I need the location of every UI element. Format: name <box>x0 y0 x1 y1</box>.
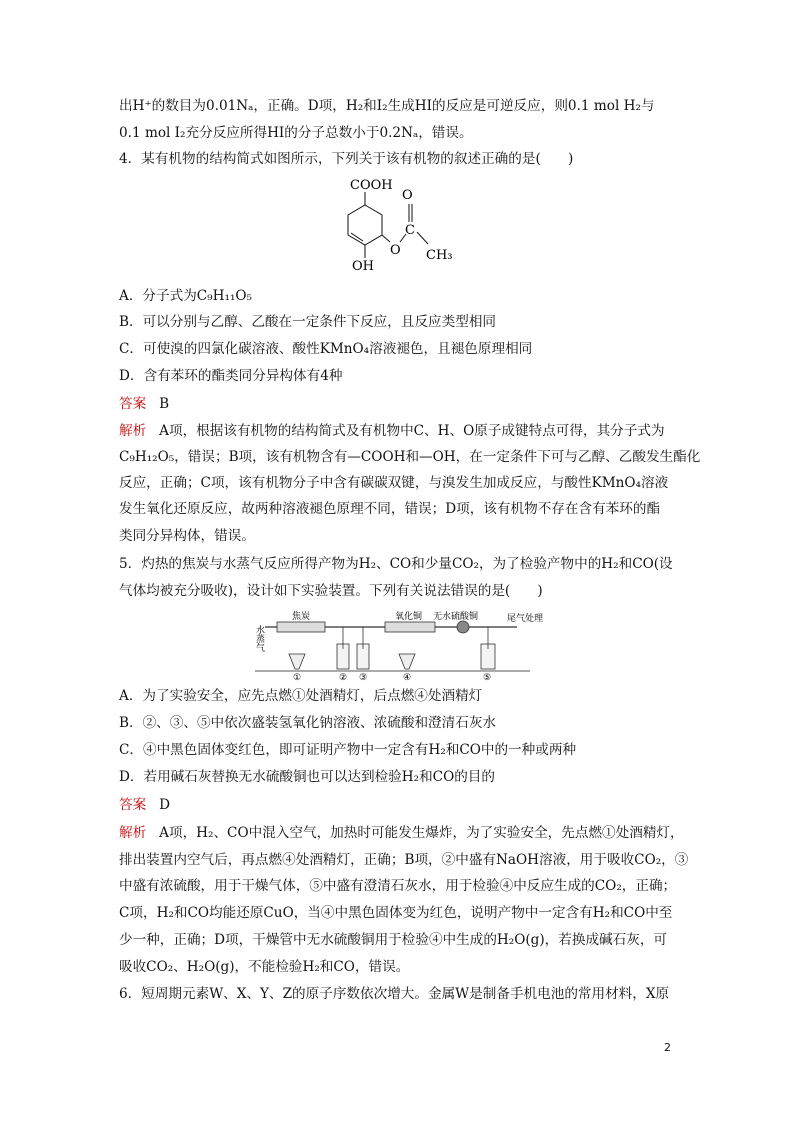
explanation-line: 吸收CO₂、H₂O(g)，不能检验H₂和CO，错误。 <box>119 959 410 975</box>
structure-formula <box>320 172 470 282</box>
question-stem: 4．某有机物的结构简式如图所示，下列关于该有机物的叙述正确的是( ) <box>119 151 574 167</box>
label-steam: 水蒸气 <box>254 625 264 652</box>
label-n1: ① <box>293 673 302 683</box>
explanation-text: A项，根据该有机物的结构简式及有机物中C、H、O原子成键特点可得，其分子式为 <box>159 423 665 439</box>
answer-value: D <box>159 797 171 813</box>
option-b: B．②、③、⑤中依次盛装氢氧化钠溶液、浓硫酸和澄清石灰水 <box>119 715 497 731</box>
explanation-line <box>119 824 684 842</box>
mol-label-oh: OH <box>352 259 374 274</box>
explanation-line: C₉H₁₂O₅，错误；B项，该有机物含有—COOH和—OH，在一定条件下可与乙醇、乙酸发生酯化 <box>119 449 701 465</box>
explanation-label: 解析 <box>119 825 147 841</box>
option-c: C．④中黑色固体变红色，即可证明产物中一定含有H₂和CO中的一种或两种 <box>119 742 577 758</box>
option-b: B．可以分别与乙醇、乙酸在一定条件下反应，且反应类型相同 <box>119 314 497 330</box>
answer-line <box>119 395 169 413</box>
explanation-line: 发生氧化还原反应，故两种溶液褪色原理不同，错误；D项，该有机物不存在含有苯环的酯 <box>119 501 661 517</box>
text-line: 0.1 mol I₂充分反应所得HI的分子总数小于0.2Nₐ，错误。 <box>119 125 473 141</box>
label-tail: 尾气处理 <box>507 614 544 624</box>
option-a: A．分子式为C₉H₁₁O₅ <box>119 288 252 304</box>
label-n3: ③ <box>359 673 368 683</box>
answer-line <box>119 796 170 814</box>
question-stem: 气体均被充分吸收)，设计如下实验装置。下列有关说法错误的是( ) <box>119 583 543 599</box>
mol-label-cooh: COOH <box>350 178 393 193</box>
mol-label-o-ester: O <box>390 243 401 258</box>
explanation-line: 反应，正确；C项，该有机物分子中含有碳碳双键，与溴发生加成反应，与酸性KMnO₄溶液 <box>119 475 669 491</box>
text-line: 出H⁺的数目为0.01Nₐ，正确。D项，H₂和I₂生成HI的反应是可逆反应，则0.1 mol H₂与 <box>119 98 655 114</box>
mol-label-ch3: CH₃ <box>426 248 453 263</box>
answer-label: 答案 <box>119 396 147 412</box>
mol-label-o: O <box>402 188 413 203</box>
option-c: C．可使溴的四氯化碳溶液、酸性KMnO₄溶液褪色，且褪色原理相同 <box>119 341 533 357</box>
explanation-line: 中盛有浓硫酸，用于干燥气体，⑤中盛有澄清石灰水，用于检验④中反应生成的CO₂，正确； <box>119 878 677 894</box>
apparatus-diagram <box>254 609 544 683</box>
label-n2: ② <box>339 673 348 683</box>
explanation-line: 类同分异构体，错误。 <box>119 528 255 544</box>
label-n5: ⑤ <box>483 673 492 683</box>
option-d: D．含有苯环的酯类同分异构体有4种 <box>119 368 343 384</box>
question-stem: 6．短周期元素W、X、Y、Z的原子序数依次增大。金属W是制备手机电池的常用材料，X原 <box>119 986 670 1002</box>
label-n4: ④ <box>403 673 412 683</box>
label-cuso4: 无水硫酸铜 <box>433 612 479 622</box>
answer-value: B <box>159 396 170 412</box>
explanation-text: A项，H₂、CO中混入空气，加热时可能发生爆炸，为了实验安全，先点燃①处酒精灯， <box>159 825 684 841</box>
answer-label: 答案 <box>119 797 147 813</box>
explanation-line: C项，H₂和CO均能还原CuO，当④中黑色固体变为红色，说明产物中一定含有H₂和CO中至 <box>119 905 673 921</box>
page-number: 2 <box>664 1041 671 1054</box>
mol-label-c: C <box>405 223 415 238</box>
explanation-line: 少一种，正确；D项，干燥管中无水硫酸铜用于检验④中生成的H₂O(g)，若换成碱石灰，可 <box>119 932 668 948</box>
explanation-label: 解析 <box>119 423 147 439</box>
label-cuo: 氧化铜 <box>395 612 423 622</box>
option-a: A．为了实验安全，应先点燃①处酒精灯，后点燃④处酒精灯 <box>119 688 483 704</box>
question-stem: 5．灼热的焦炭与水蒸气反应所得产物为H₂、CO和少量CO₂，为了检验产物中的H₂和CO(设 <box>119 556 673 572</box>
explanation-line <box>119 422 665 440</box>
label-coke: 焦炭 <box>292 612 311 622</box>
explanation-line: 排出装置内空气后，再点燃④处酒精灯，正确；B项，②中盛有NaOH溶液，用于吸收CO₂，③ <box>119 852 689 868</box>
option-d: D．若用碱石灰替换无水硫酸铜也可以达到检验H₂和CO的目的 <box>119 769 495 785</box>
